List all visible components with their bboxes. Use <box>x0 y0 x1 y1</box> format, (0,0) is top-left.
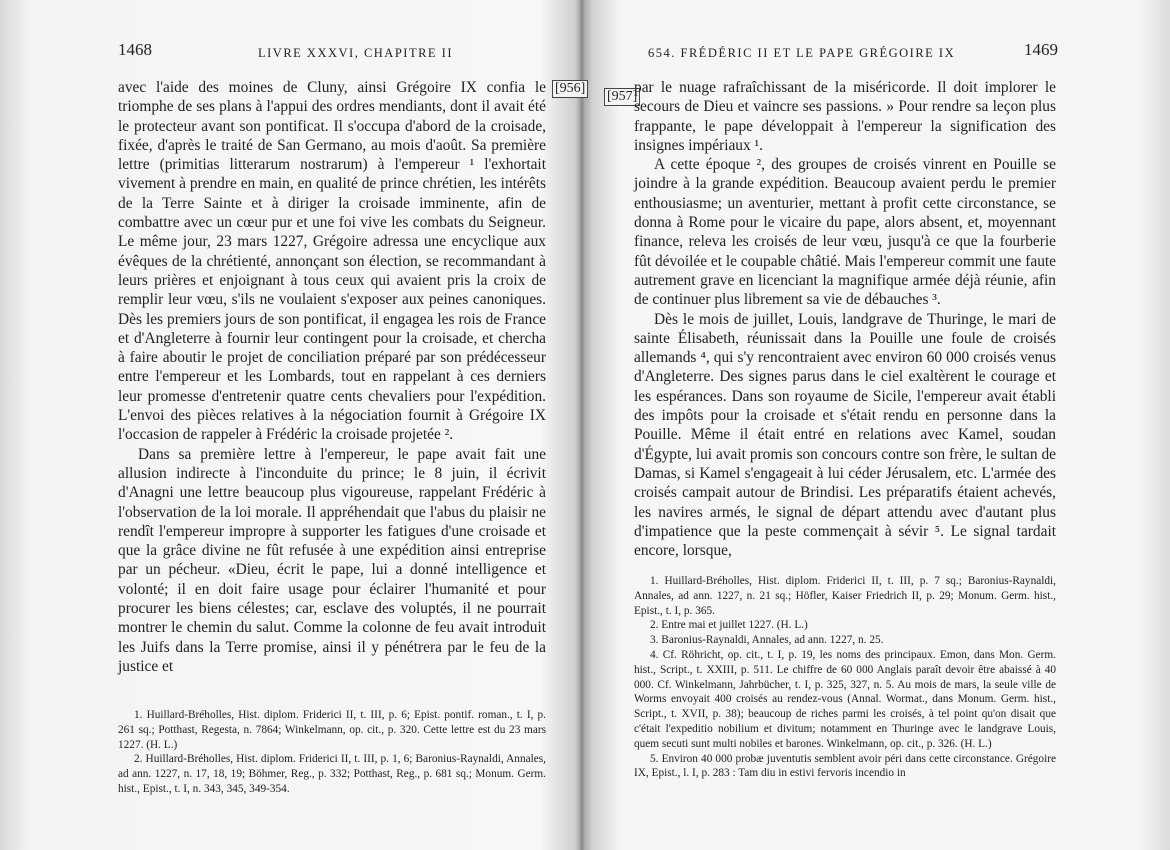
right-footnotes <box>634 574 1056 781</box>
right-paragraph-3: Dès le mois de juillet, Louis, landgrave de Thuringe, le mari de sainte Élisabeth, réunissait dans la Pouille une foule de croisés allemands ⁴, qui s'y rencontraient avec environ 60 000 croisés venus d'Angleterre. Des signes parus dans le ciel exaltèrent le courage et les espérances. Dans son royaume de Sicile, l'empereur avait établi des impôts pour la croisade et s'était rendu en personne dans la Pouille. Même il était entré en relations avec Kamel, soudan d'Égypte, lui avait promis son concours contre son frère, le sultan de Damas, si Kamel s'engageait à lui céder Jérusalem, etc. L'armée des croisés campait autour de Brindisi. Les préparatifs étaient achevés, les navires armés, le signal de départ attendu avec d'autant plus d'impatience que la peste commençait à sévir ⁵. Le signal tardait encore, lorsque, <box>634 310 1056 560</box>
left-footnotes <box>118 708 546 797</box>
right-running-head: 654. FRÉDÉRIC II ET LE PAPE GRÉGOIRE IX <box>648 46 956 60</box>
left-footnote-2: 2. Huillard-Bréholles, Hist. diplom. Friderici II, t. III, p. 1, 6; Baronius-Raynaldi, Annales, ad ann. 1227, n. 17, 18, 19; Böhmer, Reg., p. 332; Potthast, Reg., p. 681 sq.; Monum. Germ. hist., Epist., t. I, n. 343, 345, 349-354. <box>118 753 546 795</box>
right-paragraph-1: par le nuage rafraîchissant de la miséricorde. Il doit implorer le secours de Dieu et vaincre ses passions. » Pour rendre sa leçon plus frappante, le pape développait à l'empereur la signification des insignes impériaux ¹. <box>634 79 1056 154</box>
right-body-text <box>634 78 1056 560</box>
right-paragraph-2: A cette époque ², des groupes de croisés vinrent en Pouille se joindre à la grande expédition. Beaucoup avaient perdu le premier enthousiasme; un aventurier, mettant à profit cette circonstance, se donna à Rome pour le vicaire du pape, alors absent, et, moyennant finance, releva les croisés de leur vœu, jusqu'à ce que la fourberie fût dévoilée et le coupable châtié. Mais l'empereur commit une faute autrement grave en licenciant la magnifique armée déjà réunie, afin de continuer plus librement sa vie de débauches ³. <box>634 156 1056 309</box>
left-body-text <box>118 78 546 676</box>
right-footnote-5: 5. Environ 40 000 probæ juventutis semblent avoir péri dans cette circonstance. Grégoire IX, Epist., l. I, p. 283 : Tam diu in estivi fervoris incendio in <box>634 752 1056 780</box>
right-margin-marker: [957] <box>604 88 640 106</box>
right-footnote-4: 4. Cf. Röhricht, op. cit., t. I, p. 19, les noms des principaux. Emon, dans Mon. Germ. hist., Script., t. XXIII, p. 511. Le chiffre de 60 000 Anglais paraît devoir être abaissé à 40 000. Cf. Winkelmann, Jahrbücher, t. I, p. 325, 327, n. 5. Au mois de mars, la seule ville de Worms envoyait 400 croisés au rendez-vous (Annal. Wormat., dans Monum. Germ. hist., Script., t. XVII, p. 38); beaucoup de riches parmi les croisés, à tel point qu'on disait que c'était l'expeditio nobilium et divitum; notamment en Thuringe avec le landgrave Louis, quem secuti sunt multi nobiles et barones. Winkelmann, op. cit., p. 326. (H. L.) <box>634 648 1056 750</box>
book-gutter <box>578 0 586 850</box>
right-footnote-1: 1. Huillard-Bréholles, Hist. diplom. Friderici II, t. III, p. 7 sq.; Baronius-Raynaldi, Annales, ad ann. 1227, n. 21 sq.; Höfler, Kaiser Friedrich II, p. 29; Monum. Germ. hist., Epist., t. I, p. 365. <box>634 575 1056 617</box>
left-page-number: 1468 <box>118 40 152 59</box>
right-footnote-2: 2. Entre mai et juillet 1227. (H. L.) <box>650 619 808 632</box>
right-page <box>586 0 1170 850</box>
left-margin-marker: [956] <box>552 80 588 98</box>
left-paragraph-2: Dans sa première lettre à l'empereur, le pape avait fait une allusion indirecte à l'inconduite du prince; le 8 juin, il écrivit d'Anagni une lettre beaucoup plus vigoureuse, rappelant Frédéric à l'observation de la loi morale. Il appréhendait que l'abus du plaisir ne rendît l'empereur impropre à supporter les fatigues d'une croisade et que la grâce divine ne fût refusée à une expédition ainsi entreprise par un pécheur. «Dieu, écrit le pape, lui a donné intelligence et volonté; il en doit faire usage pour éclairer l'humanité et pour procurer les biens célestes; car, esclave des voluptés, il ne pourrait montrer le chemin du salut. Comme la colonne de feu avait introduit les Juifs dans la Terre promise, ainsi il y pénétrera par le feu de la justice et <box>118 445 546 675</box>
right-page-number: 1469 <box>1024 40 1058 59</box>
left-running-head: LIVRE XXXVI, CHAPITRE II <box>258 46 454 60</box>
left-paragraph-1: avec l'aide des moines de Cluny, ainsi Grégoire IX confia le triomphe de ses plans à l'appui des ordres mendiants, dont il avait été le protecteur avant son pontificat. Il s'occupa d'abord de la croisade, fixée, d'après le traité de San Germano, au mois d'août. Sa première lettre (primitias litterarum nostrarum) à l'empereur ¹ l'exhortait vivement à prendre en main, en qualité de prince chrétien, les intérêts de la Terre Sainte et à diriger la croisade imminente, afin de combattre avec un cœur pur et une foi vive les combats du Seigneur. Le même jour, 23 mars 1227, Grégoire adressa une encyclique aux évêques de la chrétienté, annonçant son élection, se recommandant à leurs prières et enjoignant à tous ceux qui avaient pris la croix de remplir leur vœu, s'ils ne voulaient s'exposer aux peines canoniques. Dès les premiers jours de son pontificat, il engagea les rois de France et d'Angleterre à fournir leur contingent pour la croisade, et chercha à faire aboutir le projet de conciliation préparé par son prédécesseur entre l'empereur et les Lombards, tout en rappelant à ces derniers leur promesse d'entretenir quatre cents chevaliers pour l'expédition. L'envoi des pièces relatives à la négociation fournit à Grégoire IX l'occasion de rappeler à Frédéric la croisade projetée ². <box>118 79 546 444</box>
right-footnote-3: 3. Baronius-Raynaldi, Annales, ad ann. 1227, n. 25. <box>650 634 884 647</box>
left-footnote-1: 1. Huillard-Bréholles, Hist. diplom. Friderici II, t. III, p. 6; Epist. pontif. roman., t. I, p. 261 sq.; Potthast, Regesta, n. 7864; Winkelmann, op. cit., p. 320. Cette lettre est du 23 mars 1227. (H. L.) <box>118 709 546 751</box>
